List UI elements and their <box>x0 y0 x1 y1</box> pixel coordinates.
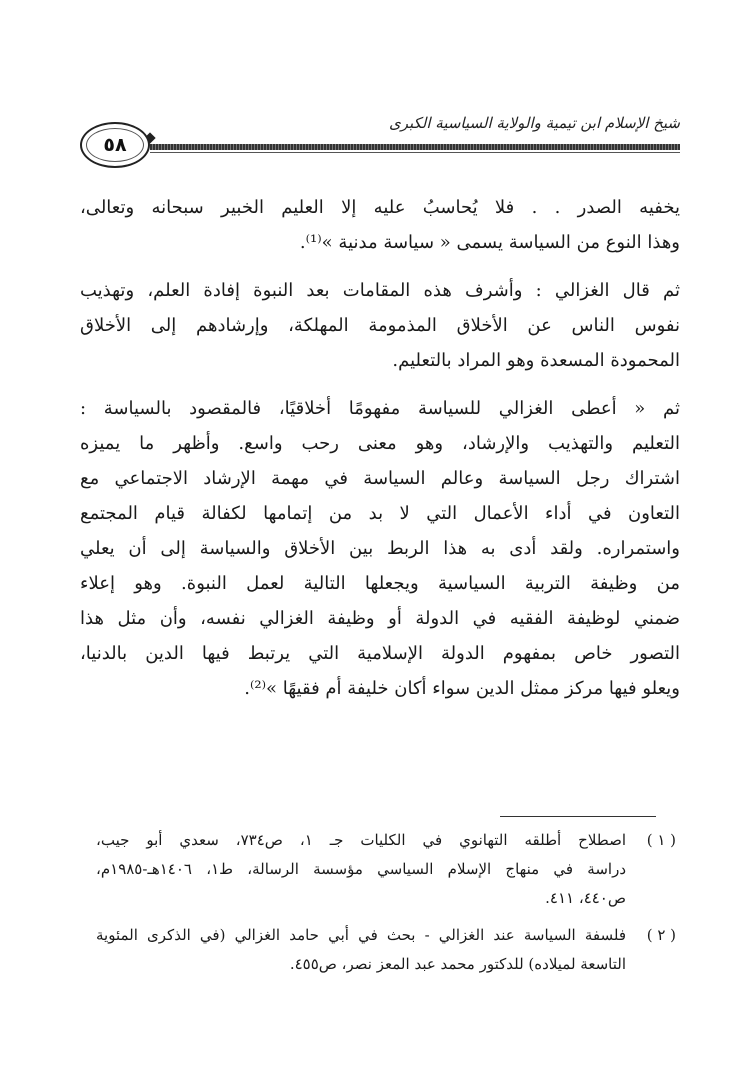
paragraph <box>80 273 680 378</box>
header-rule <box>150 144 680 150</box>
footnote <box>96 921 676 979</box>
text-line: وهذا النوع من السياسة يسمى « سياسة مدنية »⁽¹⁾. <box>299 232 680 253</box>
running-header <box>80 108 680 158</box>
footnote-number: ( ١ ) <box>646 831 676 849</box>
text-line: نفوس الناس عن الأخلاق المذمومة المهلكة، وإرشادهم إلى الأخلاق <box>80 315 680 336</box>
text-line: ثم « أعطى الغزالي للسياسة مفهومًا أخلاقيًا، فالمقصود بالسياسة : <box>80 398 680 419</box>
text-line: ثم قال الغزالي : وأشرف هذه المقامات بعد النبوة إفادة العلم، وتهذيب <box>80 280 680 301</box>
page-number-medallion <box>80 122 150 168</box>
footnote-line: فلسفة السياسة عند الغزالي - بحث في أبي حامد الغزالي (في الذكرى المئوية <box>96 926 626 944</box>
header-rule-thin <box>150 152 680 153</box>
footnote-number: ( ٢ ) <box>646 926 676 944</box>
page-number: ٥٨ <box>103 134 127 156</box>
footnote-line: اصطلاح أطلقه التهانوي في الكليات جـ ١، ص٧٣٤، سعدي أبو جيب، <box>96 831 626 849</box>
footnote <box>96 826 676 913</box>
text-line: ويعلو فيها مركز ممثل الدين سواء أكان خليفة أم فقيهًا »⁽²⁾. <box>244 678 680 699</box>
footnote-line: ص٤٤٠، ٤١١. <box>545 889 626 907</box>
footnotes <box>96 826 676 987</box>
paragraph <box>80 190 680 260</box>
running-title: شيخ الإسلام ابن تيمية والولاية السياسية الكبرى <box>388 114 680 132</box>
body-text <box>80 190 680 706</box>
text-line: يخفيه الصدر . . فلا يُحاسبُ عليه إلا العليم الخبير سبحانه وتعالى، <box>80 197 680 218</box>
text-line: من وظيفة التربية السياسية ويجعلها التالية لعمل النبوة. وهو إعلاء <box>80 573 680 594</box>
footnote-separator <box>500 816 656 817</box>
text-line: المحمودة المسعدة وهو المراد بالتعليم. <box>392 350 680 371</box>
footnote-line: دراسة في منهاج الإسلام السياسي مؤسسة الرسالة، ط١، ١٤٠٦هـ-١٩٨٥م، <box>96 860 626 878</box>
text-line: ضمني لوظيفة الفقيه في الدولة أو وظيفة الغزالي نفسه، وأن مثل هذا <box>80 608 680 629</box>
footnote-line: التاسعة لميلاده) للدكتور محمد عبد المعز نصر، ص٤٥٥. <box>289 955 626 973</box>
paragraph <box>80 391 680 706</box>
text-line: التصور خاص بمفهوم الدولة الإسلامية التي يرتبط فيها الدين بالدنيا، <box>80 643 680 664</box>
text-line: اشتراك رجل السياسة وعالم السياسة في مهمة الإرشاد الاجتماعي مع <box>80 468 680 489</box>
text-line: واستمراره. ولقد أدى به هذا الربط بين الأخلاق والسياسة إلى أن يعلي <box>80 538 680 559</box>
text-line: التعاون في أداء الأعمال التي لا بد من إتمامها لكفالة قيام المجتمع <box>80 503 680 524</box>
text-line: التعليم والتهذيب والإرشاد، وهو معنى رحب واسع. وأظهر ما يميزه <box>80 433 680 454</box>
